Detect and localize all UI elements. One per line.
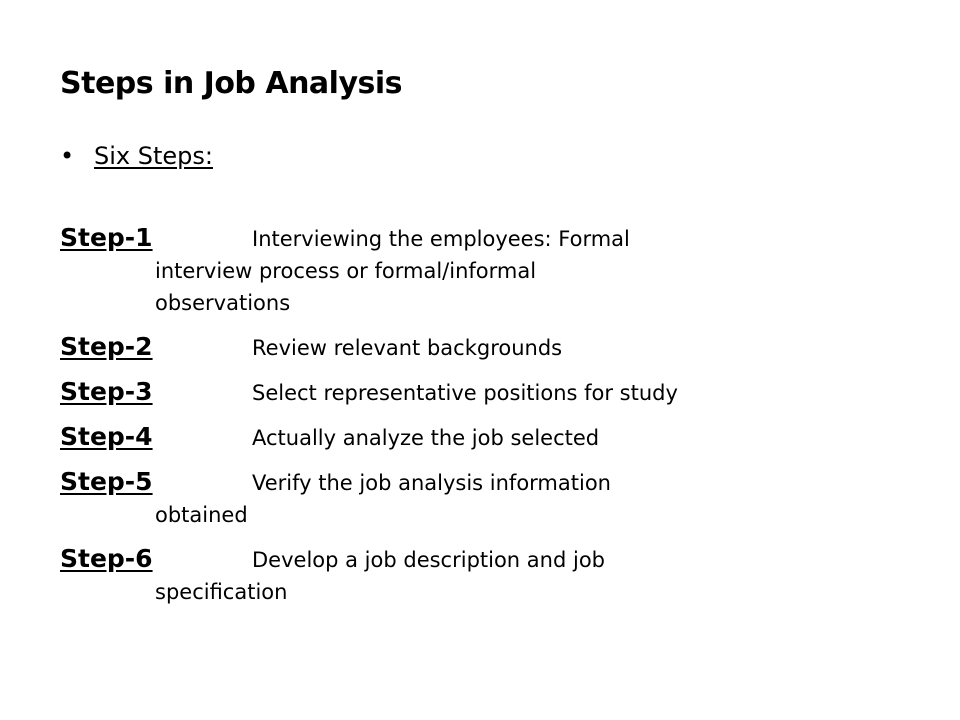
slide-title: Steps in Job Analysis bbox=[60, 66, 402, 101]
step-description: Verify the job analysis information bbox=[252, 471, 611, 495]
step-description: Interviewing the employees: Formal bbox=[252, 227, 630, 251]
bullet-dot-icon: • bbox=[60, 142, 75, 170]
step-continuation: obtained bbox=[155, 503, 248, 527]
step-continuation: specification bbox=[155, 580, 288, 604]
step-continuation: interview process or formal/informal bbox=[155, 259, 537, 283]
bullet-item bbox=[60, 138, 213, 174]
step-continuation: observations bbox=[155, 291, 291, 315]
step-label: Step-3 bbox=[60, 377, 153, 406]
step-item bbox=[60, 421, 920, 454]
step-label: Step-4 bbox=[60, 422, 153, 451]
step-description: Review relevant backgrounds bbox=[252, 336, 563, 360]
step-item bbox=[60, 331, 920, 364]
step-line bbox=[60, 543, 920, 576]
step-item bbox=[60, 543, 920, 608]
step-label: Step-5 bbox=[60, 467, 153, 496]
step-line bbox=[60, 331, 920, 364]
step-label: Step-2 bbox=[60, 332, 153, 361]
step-item bbox=[60, 376, 920, 409]
steps-list bbox=[60, 222, 920, 623]
step-line bbox=[60, 222, 920, 255]
step-description: Select representative positions for study bbox=[252, 381, 678, 405]
step-description: Develop a job description and job bbox=[252, 548, 605, 572]
step-item bbox=[60, 466, 920, 531]
step-label: Step-1 bbox=[60, 223, 153, 252]
step-line bbox=[60, 466, 920, 499]
bullet-text: Six Steps: bbox=[94, 142, 213, 170]
step-description: Actually analyze the job selected bbox=[252, 426, 600, 450]
step-item bbox=[60, 222, 920, 319]
step-line bbox=[60, 376, 920, 409]
step-line bbox=[60, 421, 920, 454]
step-label: Step-6 bbox=[60, 544, 153, 573]
